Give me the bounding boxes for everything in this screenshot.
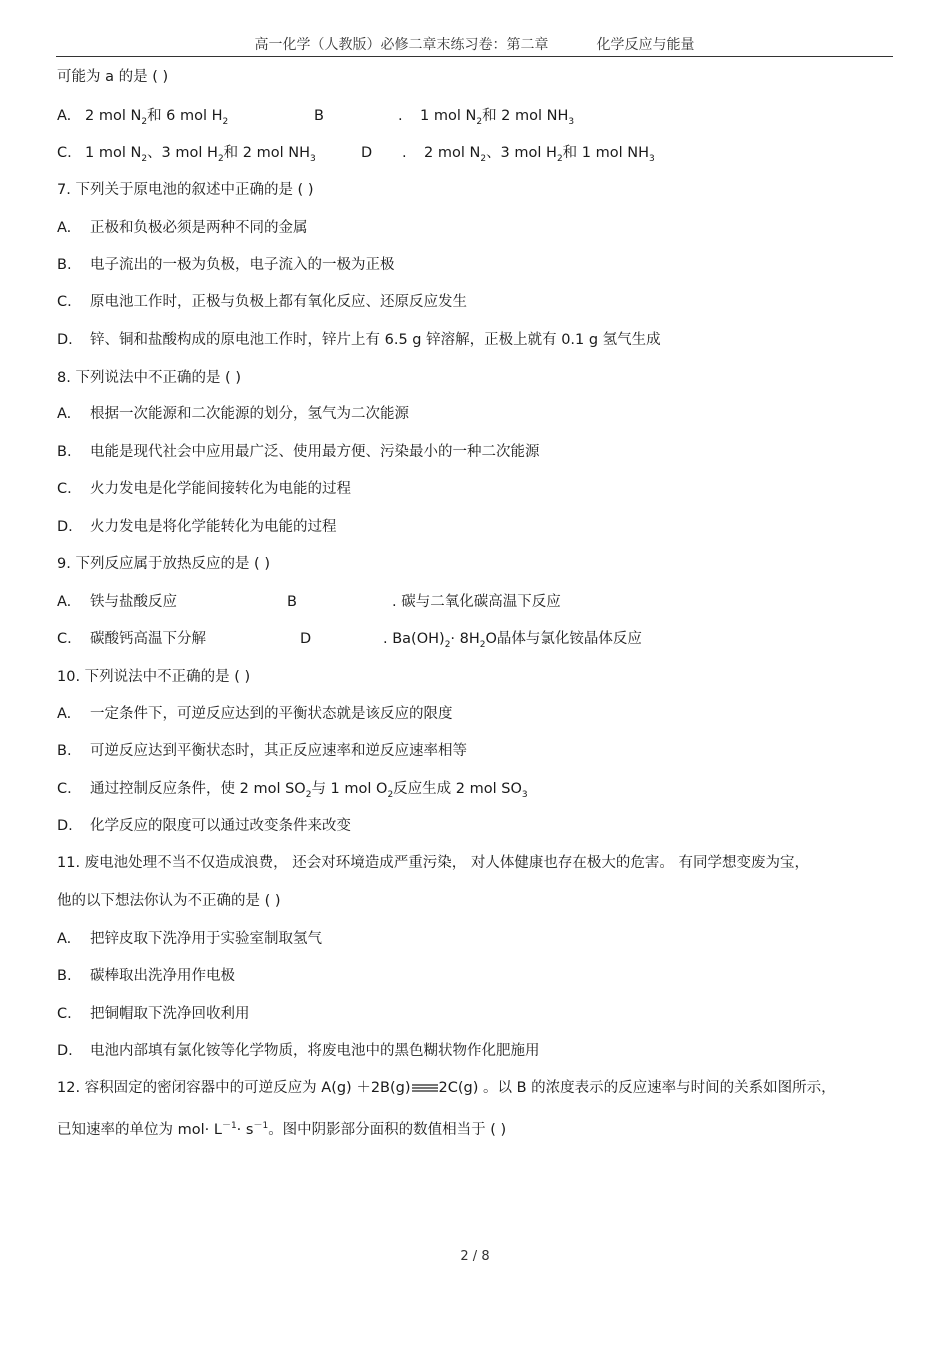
q12-stem-line1	[57, 1078, 836, 1098]
q6-option-d	[424, 143, 655, 169]
option-letter: A.	[57, 220, 72, 236]
q9-stem: 9. 下列反应属于放热反应的是 ( )	[57, 556, 270, 572]
q8-stem: 8. 下列说法中不正确的是 ( )	[57, 370, 241, 386]
option-text: 可逆反应达到平衡状态时，其正反应速率和逆反应速率相等	[90, 743, 467, 759]
q8-option-c	[57, 479, 351, 499]
q12-stem-pre: 12. 容积固定的密闭容器中的可逆反应为 A(g) ＋2B(g)	[57, 1080, 411, 1096]
option-letter: A.	[57, 406, 72, 422]
subscript: 2	[141, 116, 148, 127]
q7-option-c	[57, 292, 467, 312]
page-header	[56, 34, 893, 57]
q11-stem-line2: 他的以下想法你认为不正确的是 ( )	[57, 893, 281, 909]
option-text: 化学反应的限度可以通过改变条件来改变	[90, 818, 351, 834]
option-text: 一定条件下，可逆反应达到的平衡状态就是该反应的限度	[90, 706, 453, 722]
subscript: 3	[310, 153, 316, 164]
option-text: 把锌皮取下洗净用于实验室制取氢气	[90, 931, 322, 947]
q10-option-a	[57, 704, 453, 724]
q9-option-d-post: O晶体与氯化铵晶体反应	[485, 631, 642, 647]
q7-option-a	[57, 218, 308, 238]
subscript: 2	[217, 153, 224, 164]
q11-stem-line1: 11. 废电池处理不当不仅造成浪费， 还会对环境造成严重污染， 对人体健康也存在极大的危害。 有同学想变废为宝，	[57, 855, 809, 871]
option-text: 把铜帽取下洗净回收利用	[90, 1006, 250, 1022]
q6-option-a-mid: 和 6 mol H	[147, 108, 223, 124]
option-letter: C.	[57, 145, 72, 161]
q9-option-d-pre: . Ba(OH)	[383, 631, 445, 647]
dot: .	[398, 108, 403, 124]
superscript: －1	[221, 1121, 237, 1131]
subscript: 2	[444, 639, 451, 650]
option-text: 正极和负极必须是两种不同的金属	[90, 220, 308, 236]
q9-options-cd	[57, 629, 642, 650]
q6-option-b	[420, 106, 574, 132]
q6-option-c-mid2: 和 2 mol NH	[223, 145, 310, 161]
q6-options-ab	[57, 106, 575, 132]
q6-options-cd	[57, 143, 655, 169]
option-letter: A.	[57, 931, 72, 947]
q12-line2-post: 。图中阴影部分面积的数值相当于 ( )	[268, 1121, 507, 1138]
option-letter: C.	[57, 1006, 72, 1022]
page-number: 2 / 8	[460, 1249, 490, 1264]
q12-line2-mid: · s	[236, 1121, 254, 1138]
option-text: 火力发电是化学能间接转化为电能的过程	[90, 481, 351, 497]
q7-option-d	[57, 330, 661, 350]
option-text: 根据一次能源和二次能源的划分，氢气为二次能源	[90, 406, 409, 422]
option-text: 原电池工作时，正极与负极上都有氧化反应、还原反应发生	[90, 294, 467, 310]
q12-stem-post: 2C(g) 。以 B 的浓度表示的反应速率与时间的关系如图所示，	[438, 1080, 836, 1096]
option-text: 通过控制反应条件，使 2 mol SO	[90, 781, 306, 797]
option-letter: C.	[57, 481, 72, 497]
q6-option-b-mid: 和 2 mol NH	[482, 108, 569, 124]
option-letter: A.	[57, 108, 72, 124]
option-text: 与 1 mol O	[311, 781, 388, 797]
header-subtitle: 化学反应与能量	[596, 37, 695, 53]
option-letter: B.	[57, 968, 72, 984]
subscript: 3	[649, 153, 655, 164]
q6-option-d-text: 2 mol N	[424, 145, 481, 161]
header-title: 高一化学（人教版）必修二章末练习卷：第二章	[254, 37, 549, 53]
q6-option-a: 2 mol N	[85, 108, 142, 124]
q9-option-d-mid: · 8H	[450, 631, 480, 647]
option-letter: B	[314, 108, 324, 124]
q6-stem-tail: 可能为 a 的是 ( )	[57, 69, 169, 85]
q9-option-d	[383, 629, 642, 655]
q7-option-b	[57, 255, 395, 275]
subscript: 2	[476, 116, 483, 127]
q12-line2-pre: 已知速率的单位为 mol· L	[57, 1121, 222, 1138]
option-letter: B	[287, 594, 297, 610]
subscript: 2	[305, 789, 312, 800]
q6-option-c-mid: 、3 mol H	[147, 145, 218, 161]
option-letter: C.	[57, 781, 72, 797]
q12-stem-line2	[57, 1116, 506, 1140]
q9-option-c: 碳酸钙高温下分解	[90, 631, 206, 647]
subscript: 2	[480, 153, 487, 164]
q9-options-ab	[57, 592, 561, 612]
option-text: 碳棒取出洗净用作电极	[90, 968, 235, 984]
option-letter: B.	[57, 257, 72, 273]
dot: .	[402, 145, 407, 161]
option-letter: B.	[57, 444, 72, 460]
q10-option-b	[57, 741, 467, 761]
option-text: 电子流出的一极为负极，电子流入的一极为正极	[90, 257, 395, 273]
subscript: 2	[479, 639, 486, 650]
option-letter: A.	[57, 706, 72, 722]
option-letter: D.	[57, 519, 73, 535]
q8-option-a	[57, 404, 409, 424]
q10-option-d	[57, 816, 351, 836]
option-letter: C.	[57, 631, 72, 647]
subscript: 2	[387, 789, 394, 800]
q6-option-d-mid: 、3 mol H	[486, 145, 557, 161]
subscript: 3	[521, 789, 528, 800]
option-text: 锌、铜和盐酸构成的原电池工作时，锌片上有 6.5 g 锌溶解，正极上就有 0.1 g 氢气生成	[90, 332, 661, 348]
q6-option-d-mid2: 和 1 mol NH	[562, 145, 649, 161]
q11-option-d	[57, 1041, 540, 1061]
option-letter: A.	[57, 594, 72, 610]
q11-option-c	[57, 1004, 250, 1024]
q9-option-a: 铁与盐酸反应	[90, 594, 177, 610]
q11-option-a	[57, 929, 322, 949]
option-letter: C.	[57, 294, 72, 310]
option-letter: D	[300, 631, 312, 647]
subscript: 2	[222, 116, 229, 127]
option-letter: D	[361, 145, 373, 161]
option-letter: D.	[57, 332, 73, 348]
subscript: 3	[568, 116, 575, 127]
q10-option-c	[57, 779, 528, 805]
superscript: －1	[253, 1121, 269, 1131]
reversible-arrow-icon	[412, 1083, 438, 1093]
subscript: 2	[141, 153, 148, 164]
q11-option-b	[57, 966, 235, 986]
q6-option-c: 1 mol N	[85, 145, 142, 161]
q8-option-b	[57, 442, 540, 462]
q6-option-b-text: 1 mol N	[420, 108, 477, 124]
option-text: 电能是现代社会中应用最广泛、使用最方便、污染最小的一种二次能源	[90, 444, 540, 460]
option-text: 电池内部填有氯化铵等化学物质，将废电池中的黑色糊状物作化肥施用	[90, 1043, 540, 1059]
option-letter: D.	[57, 818, 73, 834]
q8-option-d	[57, 517, 337, 537]
option-letter: D.	[57, 1043, 73, 1059]
option-text: 反应生成 2 mol SO	[393, 781, 522, 797]
option-text: 火力发电是将化学能转化为电能的过程	[90, 519, 337, 535]
q9-option-b: . 碳与二氧化碳高温下反应	[392, 594, 561, 610]
option-letter: B.	[57, 743, 72, 759]
q7-stem: 7. 下列关于原电池的叙述中正确的是 ( )	[57, 182, 314, 198]
q10-stem: 10. 下列说法中不正确的是 ( )	[57, 669, 251, 685]
subscript: 2	[556, 153, 563, 164]
